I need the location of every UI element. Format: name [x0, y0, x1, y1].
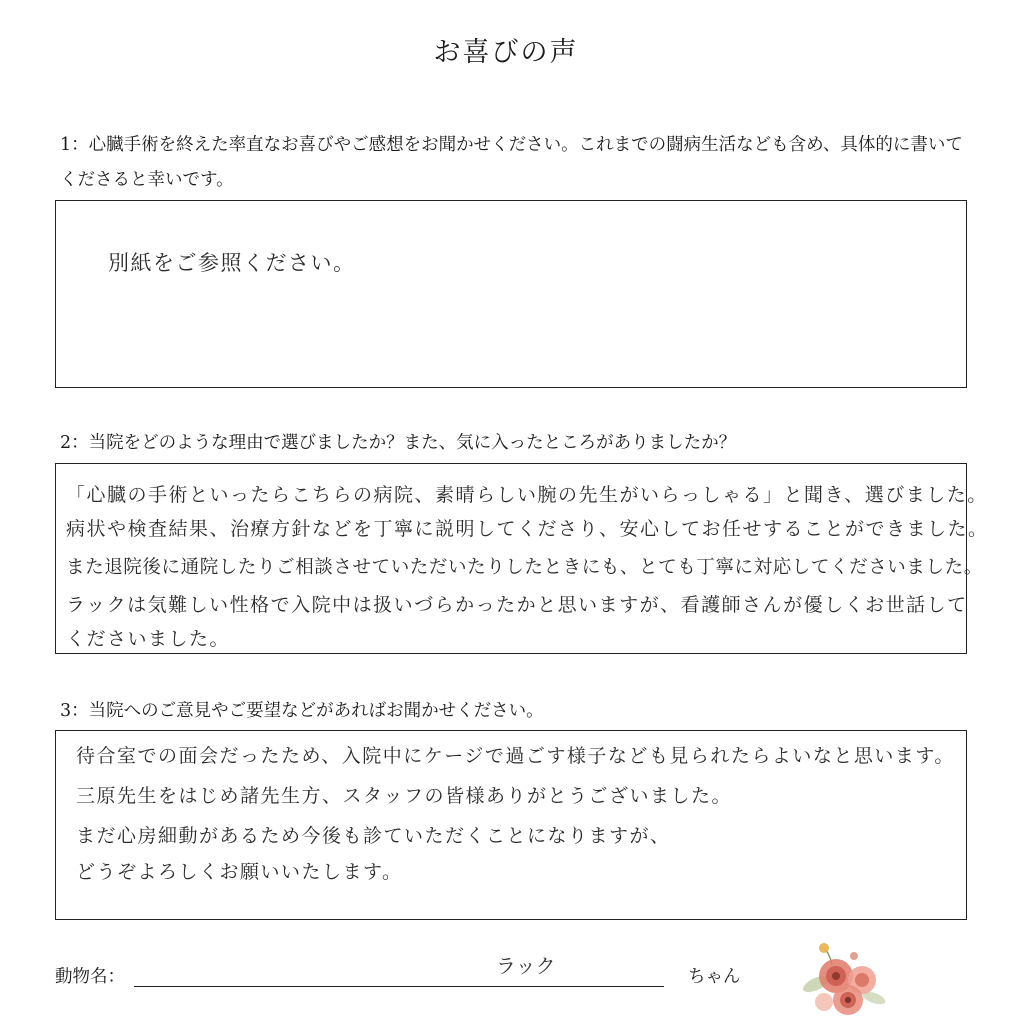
- pet-name-value: ラック: [496, 954, 556, 978]
- pet-name-underline: [134, 986, 664, 987]
- answer-3-line-1: 待合室での面会だったため、入院中にケージで過ごす様子なども見られたらよいなと思います。: [76, 745, 955, 767]
- answer-2-line-3: また退院後に通院したりご相談させていただいたりしたときにも、とても丁寧に対応してくださいました。: [66, 557, 983, 578]
- answer-1-line-1: 別紙をご参照ください。: [108, 251, 356, 275]
- flower-illustration-icon: [796, 938, 892, 1020]
- answer-3-line-2: 三原先生をはじめ諸先生方、スタッフの皆様ありがとうございました。: [76, 785, 733, 807]
- answer-3-line-3: まだ心房細動があるため今後も診ていただくことになりますが、: [76, 825, 671, 847]
- answer-2-line-1: 「心臓の手術といったらこちらの病院、素晴らしい腕の先生がいらっしゃる」と聞き、選びました。: [66, 484, 988, 506]
- page-title: お喜びの声: [433, 37, 579, 68]
- answer-2-line-4: ラックは気難しい性格で入院中は扱いづらかったかと思いますが、看護師さんが優しくお世話して: [66, 594, 968, 616]
- answer-3-line-4: どうぞよろしくお願いいたします。: [76, 861, 403, 883]
- pet-name-suffix: ちゃん: [688, 967, 741, 987]
- answer-2-line-2: 病状や検査結果、治療方針などを丁寧に説明してくださり、安心してお任せすることができました。: [66, 518, 989, 540]
- answer-box-1: [55, 200, 967, 388]
- answer-box-2: [55, 463, 989, 654]
- pet-name-label: 動物名：: [55, 967, 125, 987]
- question-1-label: 1：心臓手術を終えた率直なお喜びやご感想をお聞かせください。これまでの闘病生活なども含め、具体的に書いてくださると幸いです。: [60, 135, 963, 190]
- question-2-label: 2：当院をどのような理由で選びましたか？また、気に入ったところがありましたか？: [60, 433, 737, 453]
- answer-box-3: [55, 730, 967, 920]
- question-3-label: 3：当院へのご意見やご要望などがあればお聞かせください。: [60, 701, 544, 721]
- answer-2-line-5: くださいました。: [66, 628, 231, 650]
